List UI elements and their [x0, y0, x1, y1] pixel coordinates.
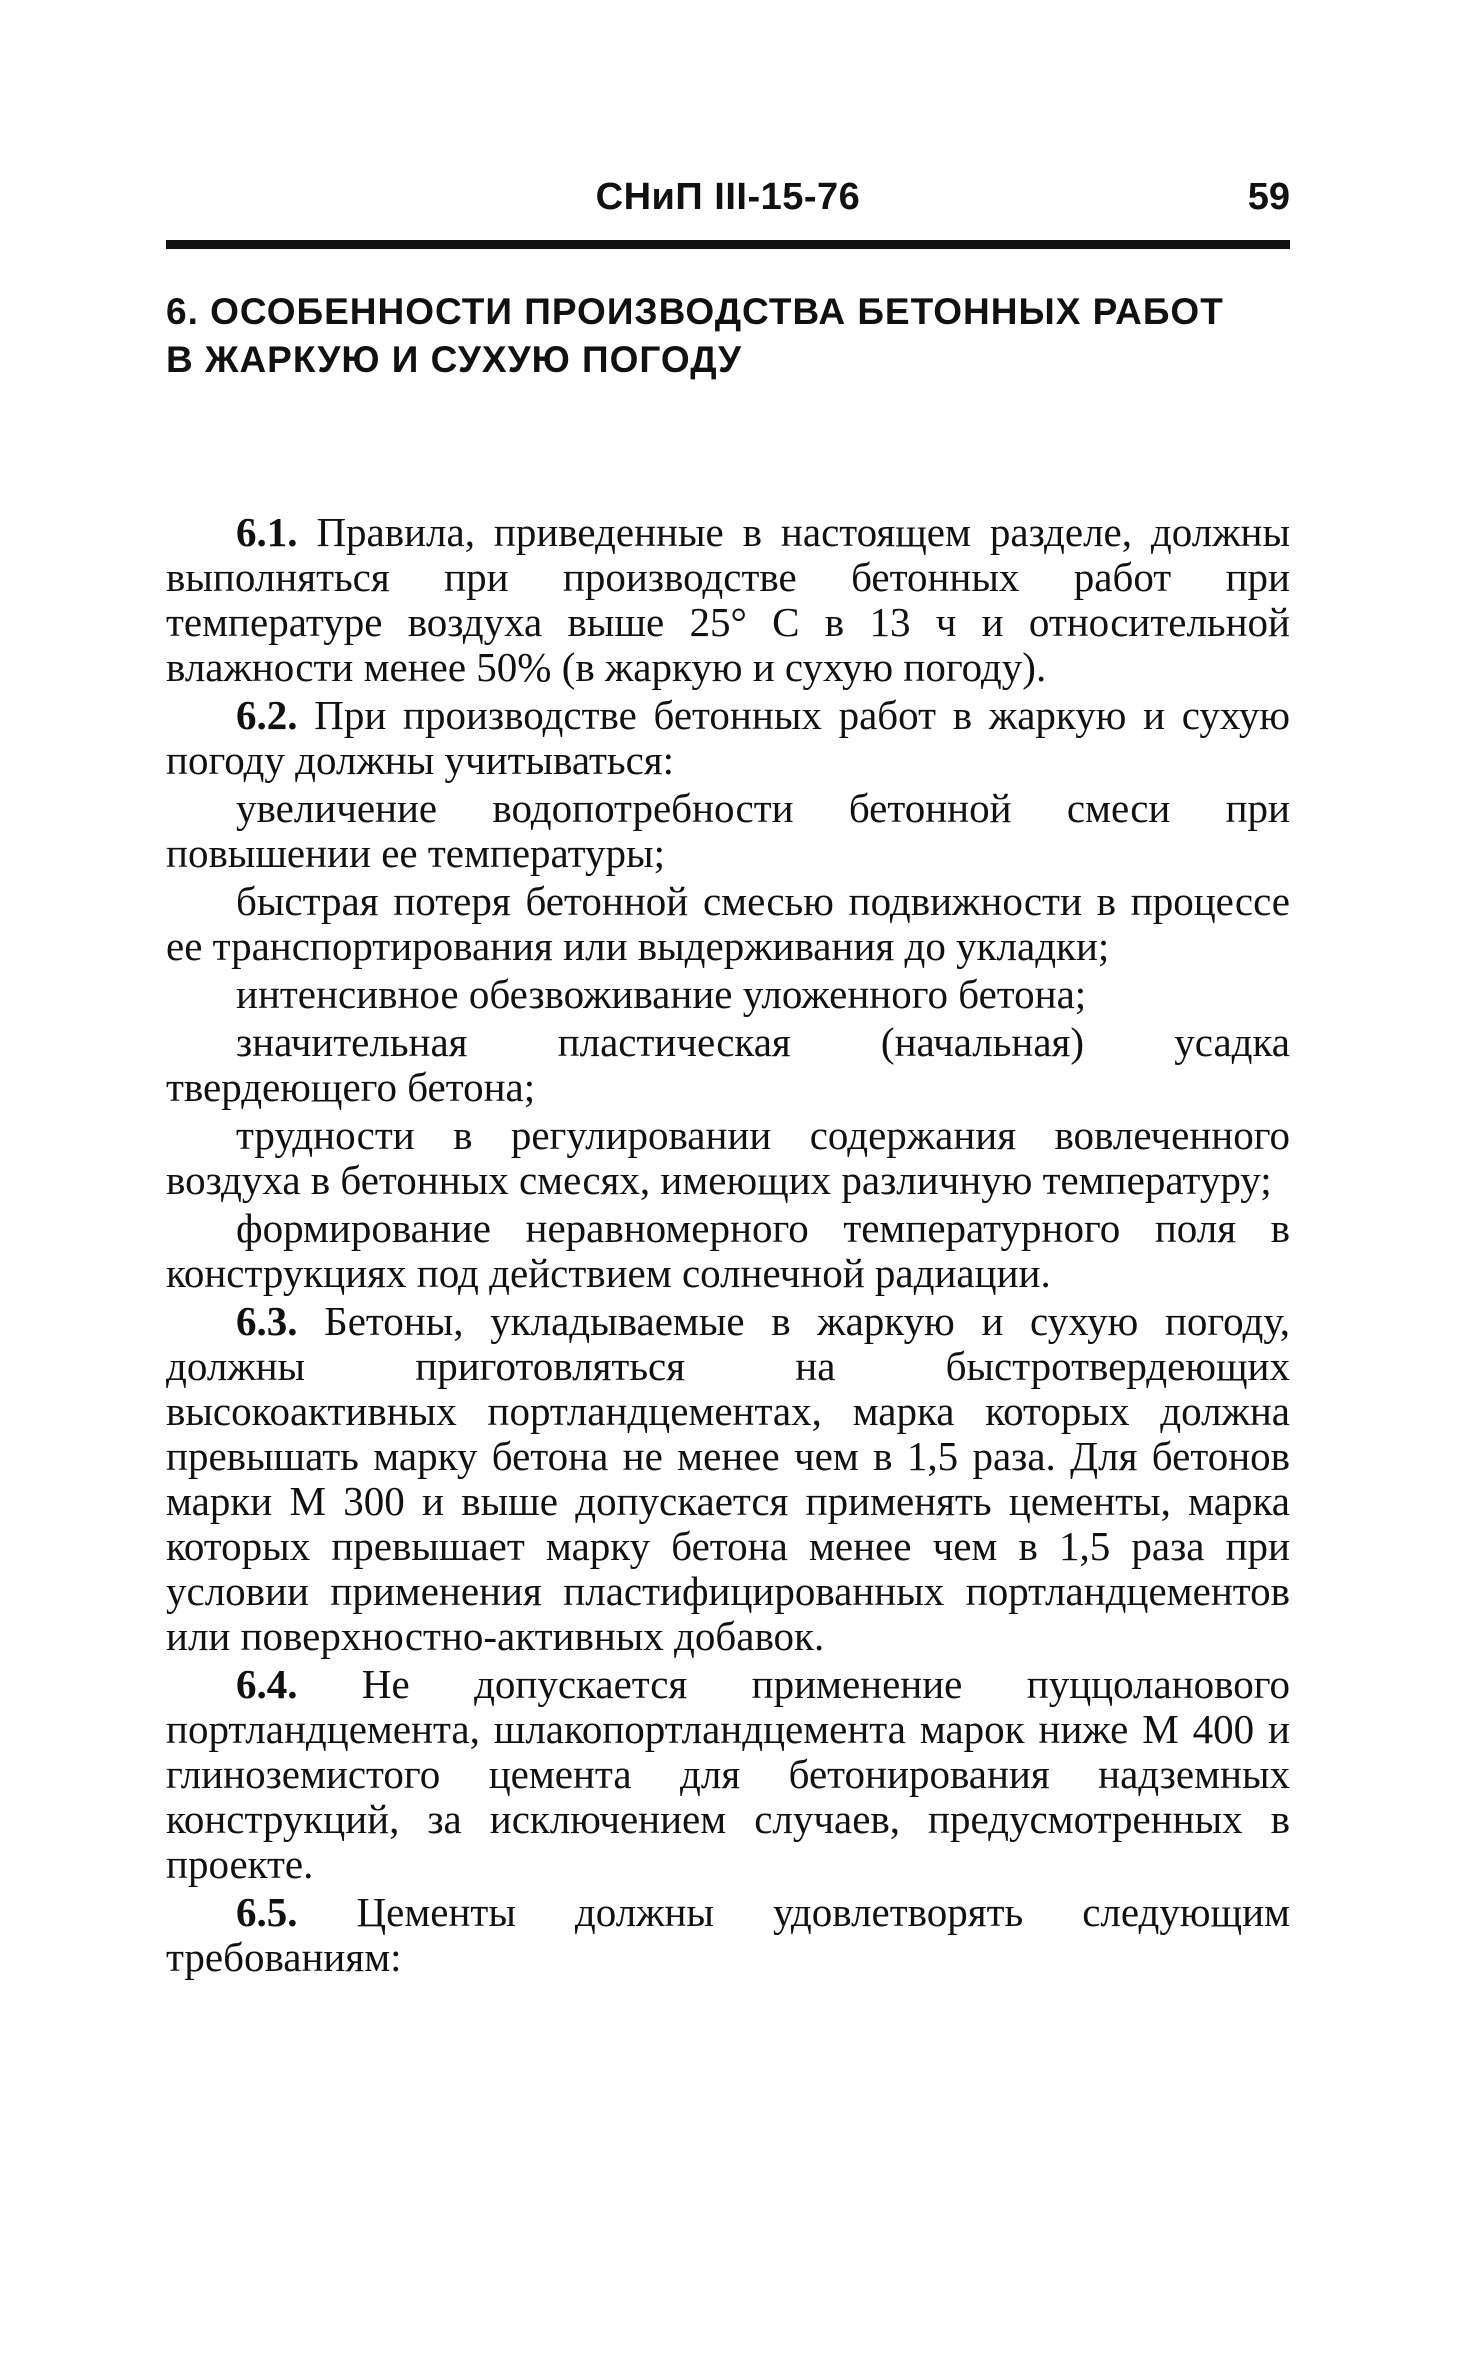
- paragraph-text: Правила, приведенные в настоящем разделе, должны выполняться при производстве бетонных работ при температуре воздуха выше 25° С в 13 ч и относительной влажности менее 50% (в жаркую и сухую погоду).: [166, 509, 1291, 690]
- header-rule: [166, 240, 1290, 249]
- paragraph-number: 6.5.: [236, 1889, 298, 1935]
- paragraph-6-4: [166, 1662, 1290, 1887]
- document-code: СНиП III-15-76: [595, 176, 861, 218]
- running-header: [166, 176, 1290, 232]
- paragraph-text: Не допускается применение пуццоланового портландцемента, шлакопортландцемента марок ниже М 400 и глиноземистого цемента для бетонирования надземных конструкций, за исключением случаев, предусмотренных в проекте.: [166, 1661, 1291, 1887]
- paragraph-number: 6.1.: [236, 509, 298, 555]
- paragraph-text: При производстве бетонных работ в жаркую и сухую погоду должны учитываться:: [166, 692, 1291, 783]
- section-title-line-1: 6. ОСОБЕННОСТИ ПРОИЗВОДСТВА БЕТОННЫХ РАБОТ: [166, 291, 1224, 332]
- paragraph-text: Бетоны, укладываемые в жаркую и сухую погоду, должны приготовляться на быстротвердеющих высокоактивных портландцементах, марка которых должна превышать марку бетона не менее чем в 1,5 раза. Для бетонов марки М 300 и выше допускается применять цементы, марка которых превышает марку бетона менее чем в 1,5 раза при условии применения пластифицированных портландцементов или поверхностно-активных добавок.: [166, 1298, 1291, 1659]
- list-item: трудности в регулировании содержания вовлеченного воздуха в бетонных смесях, имеющих различную температуру;: [166, 1112, 1290, 1203]
- section-title-line-2: В ЖАРКУЮ И СУХУЮ ПОГОДУ: [166, 339, 743, 380]
- section-title: [166, 288, 1290, 384]
- paragraph-text: Цементы должны удовлетворять следующим требованиям:: [166, 1889, 1290, 1980]
- paragraph-number: 6.4.: [236, 1661, 298, 1707]
- paragraph-6-2: [166, 693, 1290, 783]
- paragraph-number: 6.3.: [236, 1298, 298, 1344]
- list-item: увеличение водопотребности бетонной смеси при повышении ее температуры;: [166, 785, 1290, 876]
- list-item: значительная пластическая (начальная) усадка твердеющего бетона;: [166, 1019, 1290, 1110]
- list-item: быстрая потеря бетонной смесью подвижности в процессе ее транспортирования или выдерживания до укладки;: [166, 878, 1290, 969]
- paragraph-6-5: [166, 1890, 1290, 1980]
- list-item: интенсивное обезвоживание уложенного бетона;: [236, 971, 1087, 1017]
- page-number: 59: [1247, 176, 1290, 218]
- body-text: [166, 510, 1290, 1980]
- paragraph-number: 6.2.: [236, 692, 298, 738]
- list-item: формирование неравномерного температурного поля в конструкциях под действием солнечной радиации.: [166, 1205, 1290, 1296]
- paragraph-6-1: [166, 510, 1290, 690]
- paragraph-6-3: [166, 1299, 1290, 1659]
